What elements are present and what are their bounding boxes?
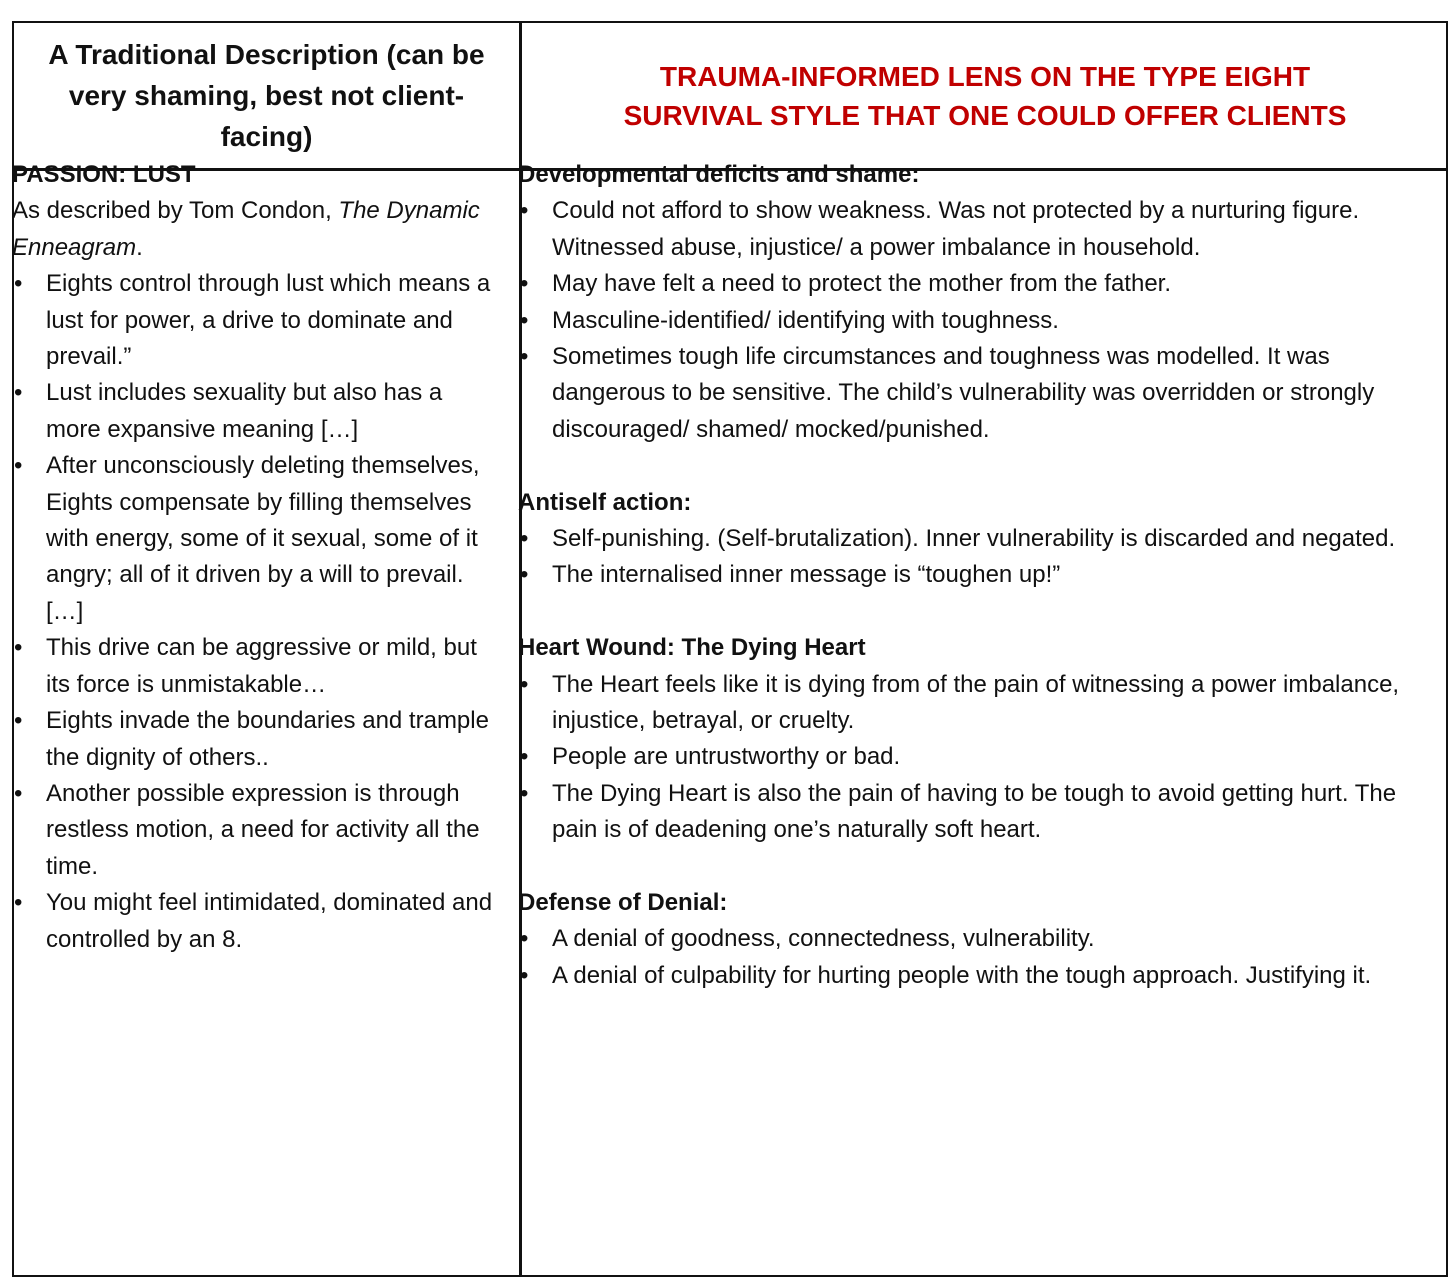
section-title-defense-of-denial: Defense of Denial: [518,889,728,917]
bullet-icon: • [520,925,529,953]
list-item [12,703,496,776]
bullet-icon: • [520,525,529,553]
list-item [518,739,1430,775]
section-title-heart-wound: Heart Wound: The Dying Heart [518,634,866,662]
list-item [518,776,1430,849]
trauma-informed-header-title [624,57,1347,135]
list-item [12,375,496,448]
list-item [518,303,1430,339]
list-item-text: The Heart feels like it is dying from of the pain of witnessing a power imbalance, injustice, betrayal, or cruelty. [552,670,1400,735]
list-item [12,630,496,703]
traditional-description-cell [12,157,496,958]
passion-title: PASSION: LUST [12,161,196,188]
list-item-text: May have felt a need to protect the mother from the father. [552,270,1172,298]
book-title: The Dynamic Enneagram [12,197,480,261]
list-item-text: Self-punishing. (Self-brutalization). Inner vulnerability is discarded and negated. [552,525,1396,553]
bullet-icon: • [520,670,529,698]
bullet-icon: • [520,270,529,298]
section-title-developmental-deficits: Developmental deficits and shame: [518,161,920,188]
list-item-text: A denial of culpability for hurting people with the tough approach. Justifying it. [552,961,1372,989]
bullet-icon: • [520,561,529,589]
header-cell-trauma-informed [522,23,1448,168]
bullet-icon: • [520,961,529,989]
bullet-icon: • [520,779,529,807]
list-item [518,266,1430,302]
list-item-text: Sometimes tough life circumstances and toughness was modelled. It was dangerous to be sensitive. The child’s vulnerability was overridden or strongly discouraged/ shamed/ mocked/punished. [552,343,1375,443]
list-item-text: Eights control through lust which means a lust for power, a drive to dominate and prevail.” [46,270,491,371]
trauma-informed-header-line-1: TRAUMA-INFORMED LENS ON THE TYPE EIGHT [659,60,1311,92]
list-item [12,776,496,885]
list-item-text: Eights invade the boundaries and trample the dignity of others.. [46,707,489,771]
list-item [518,921,1430,957]
bullet-icon: • [14,889,23,917]
bullet-icon: • [14,634,23,662]
list-item-text: The Dying Heart is also the pain of having to be tough to avoid getting hurt. The pain is of deadening one’s naturally soft heart. [552,779,1397,844]
bullet-icon: • [520,306,529,334]
bullet-icon: • [14,779,23,807]
list-item-text: The internalised inner message is “toughen up!” [552,561,1061,589]
list-item-text: Could not afford to show weakness. Was not protected by a nurturing figure. Witnessed abuse, injustice/ a power imbalance in household. [552,197,1360,261]
list-item [518,958,1430,994]
section-spacer [518,594,1430,630]
list-item [518,557,1430,593]
list-item-text: People are untrustworthy or bad. [552,743,901,771]
list-item-text: A denial of goodness, connectedness, vulnerability. [552,925,1095,953]
list-item [12,448,496,630]
list-item [518,667,1430,740]
bullet-icon: • [14,707,23,735]
section-spacer [518,448,1430,484]
antiself-action-list [518,521,1430,594]
bullet-icon: • [14,379,23,407]
list-item [12,885,496,958]
trauma-informed-cell [518,157,1430,994]
list-item [518,339,1430,448]
list-item-text: After unconsciously deleting themselves, Eights compensate by filling themselves with energy, some of it sexual, some of it angry; all of it driven by a will to prevail.[…] [46,452,480,625]
heart-wound-list [518,667,1430,849]
section-title-antiself-action: Antiself action: [518,488,692,516]
list-item-text: This drive can be aggressive or mild, but its force is unmistakable… [46,634,477,698]
bullet-icon: • [14,270,23,298]
list-item [518,193,1430,266]
traditional-header-title: A Traditional Description (can be very shaming, best not client-facing) [48,39,485,152]
defense-of-denial-list [518,921,1430,994]
bullet-icon: • [14,452,23,480]
header-cell-traditional [14,23,519,168]
traditional-bullet-list [12,266,496,958]
attribution-prefix: As described by Tom Condon, [12,197,339,225]
attribution-suffix: . [136,233,143,261]
list-item [12,266,496,375]
source-attribution [12,193,496,266]
list-item-text: Masculine-identified/ identifying with toughness. [552,306,1059,334]
list-item-text: Lust includes sexuality but also has a more expansive meaning […] [46,379,443,443]
list-item-text: You might feel intimidated, dominated and controlled by an 8. [46,889,493,953]
trauma-informed-header-line-2: SURVIVAL STYLE THAT ONE COULD OFFER CLIENTS [623,99,1347,131]
developmental-deficits-list [518,193,1430,448]
list-item-text: Another possible expression is through restless motion, a need for activity all the time. [46,779,480,880]
section-spacer [518,849,1430,885]
bullet-icon: • [520,197,529,225]
bullet-icon: • [520,743,529,771]
bullet-icon: • [520,343,529,371]
list-item [518,521,1430,557]
